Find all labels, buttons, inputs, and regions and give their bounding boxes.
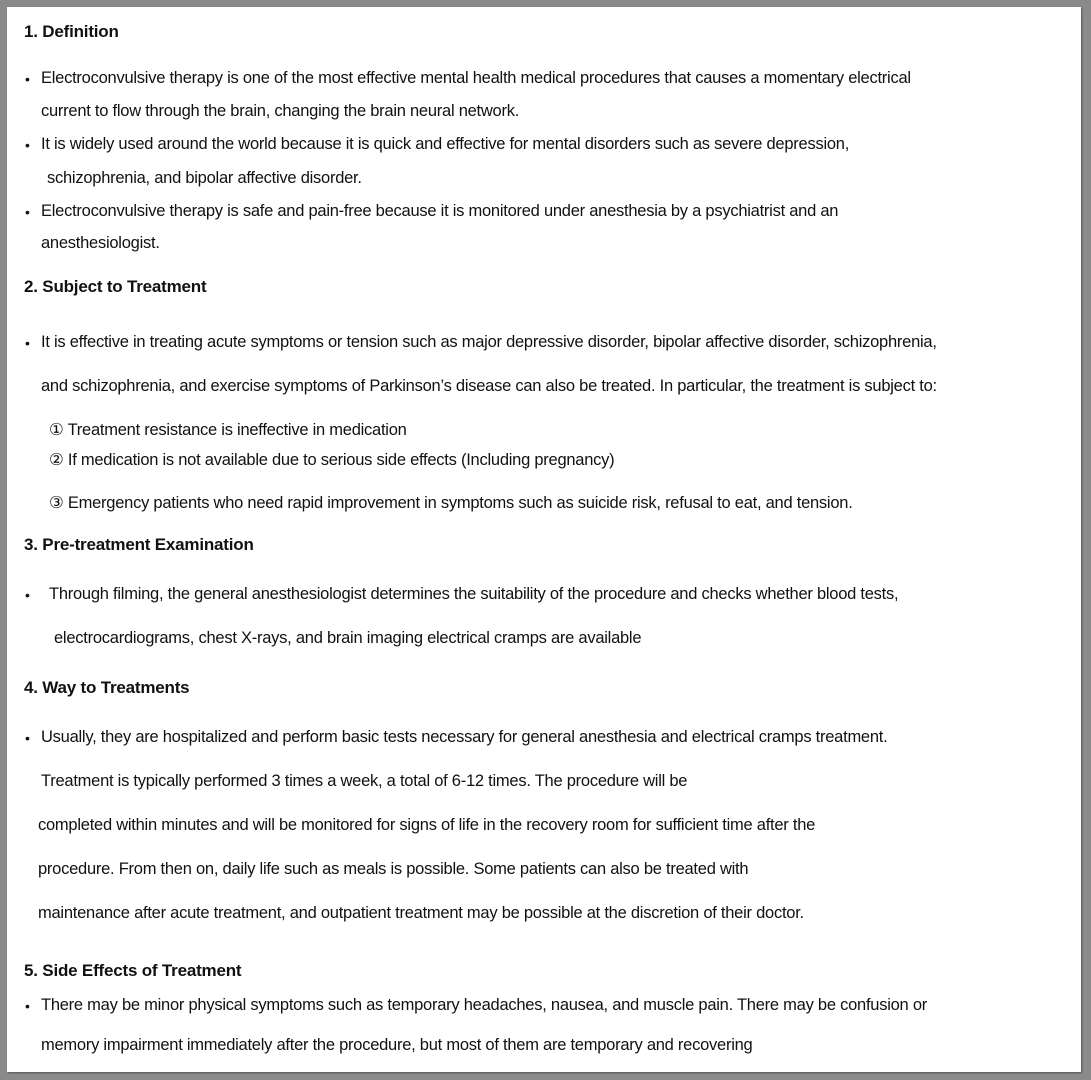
paragraph-line: anesthesiologist. [41,234,160,252]
list-item: ① Treatment resistance is ineffective in medication [49,421,407,439]
paragraph-line: and schizophrenia, and exercise symptoms of Parkinson’s disease can also be treated. In particular, the treatment is subject to: [41,377,937,395]
list-item: ② If medication is not available due to serious side effects (Including pregnancy) [49,451,615,469]
bullet-icon: • [25,335,30,351]
section-heading-subject: 2. Subject to Treatment [24,277,207,296]
paragraph-line: Usually, they are hospitalized and perform basic tests necessary for general anesthesia and electrical cramps treatment. [41,728,888,746]
paragraph-line: Through filming, the general anesthesiologist determines the suitability of the procedure and checks whether blood tests, [49,585,899,603]
section-heading-side-effects: 5. Side Effects of Treatment [24,961,242,980]
paragraph-line: maintenance after acute treatment, and outpatient treatment may be possible at the discretion of their doctor. [38,904,804,922]
paragraph-line: current to flow through the brain, changing the brain neural network. [41,102,520,120]
paragraph-line: It is widely used around the world because it is quick and effective for mental disorders such as severe depression, [41,135,850,153]
paragraph-line: There may be minor physical symptoms such as temporary headaches, nausea, and muscle pain. There may be confusion or [41,996,927,1014]
paragraph-line: electrocardiograms, chest X-rays, and brain imaging electrical cramps are available [54,629,642,647]
paragraph-line: schizophrenia, and bipolar affective disorder. [47,169,362,187]
bullet-icon: • [25,204,30,220]
document-page [7,7,1081,1072]
paragraph-line: procedure. From then on, daily life such as meals is possible. Some patients can also be treated with [38,860,749,878]
paragraph-line: Treatment is typically performed 3 times a week, a total of 6-12 times. The procedure will be [41,772,688,790]
paragraph-line: completed within minutes and will be monitored for signs of life in the recovery room for sufficient time after the [38,816,816,834]
paragraph-line: Electroconvulsive therapy is safe and pain-free because it is monitored under anesthesia by a psychiatrist and an [41,202,839,220]
bullet-icon: • [25,137,30,153]
section-heading-pretreatment: 3. Pre-treatment Examination [24,535,254,554]
paragraph-line: It is effective in treating acute symptoms or tension such as major depressive disorder, bipolar affective disorder, schizophrenia, [41,333,937,351]
section-heading-way-to-treatments: 4. Way to Treatments [24,678,190,697]
paragraph-line: Electroconvulsive therapy is one of the most effective mental health medical procedures that causes a momentary electrical [41,69,911,87]
list-item: ③ Emergency patients who need rapid improvement in symptoms such as suicide risk, refusal to eat, and tension. [49,494,853,512]
paragraph-line: memory impairment immediately after the procedure, but most of them are temporary and recovering [41,1036,753,1054]
section-heading-definition: 1. Definition [24,22,119,41]
bullet-icon: • [25,587,30,603]
bullet-icon: • [25,71,30,87]
bullet-icon: • [25,998,30,1014]
bullet-icon: • [25,730,30,746]
